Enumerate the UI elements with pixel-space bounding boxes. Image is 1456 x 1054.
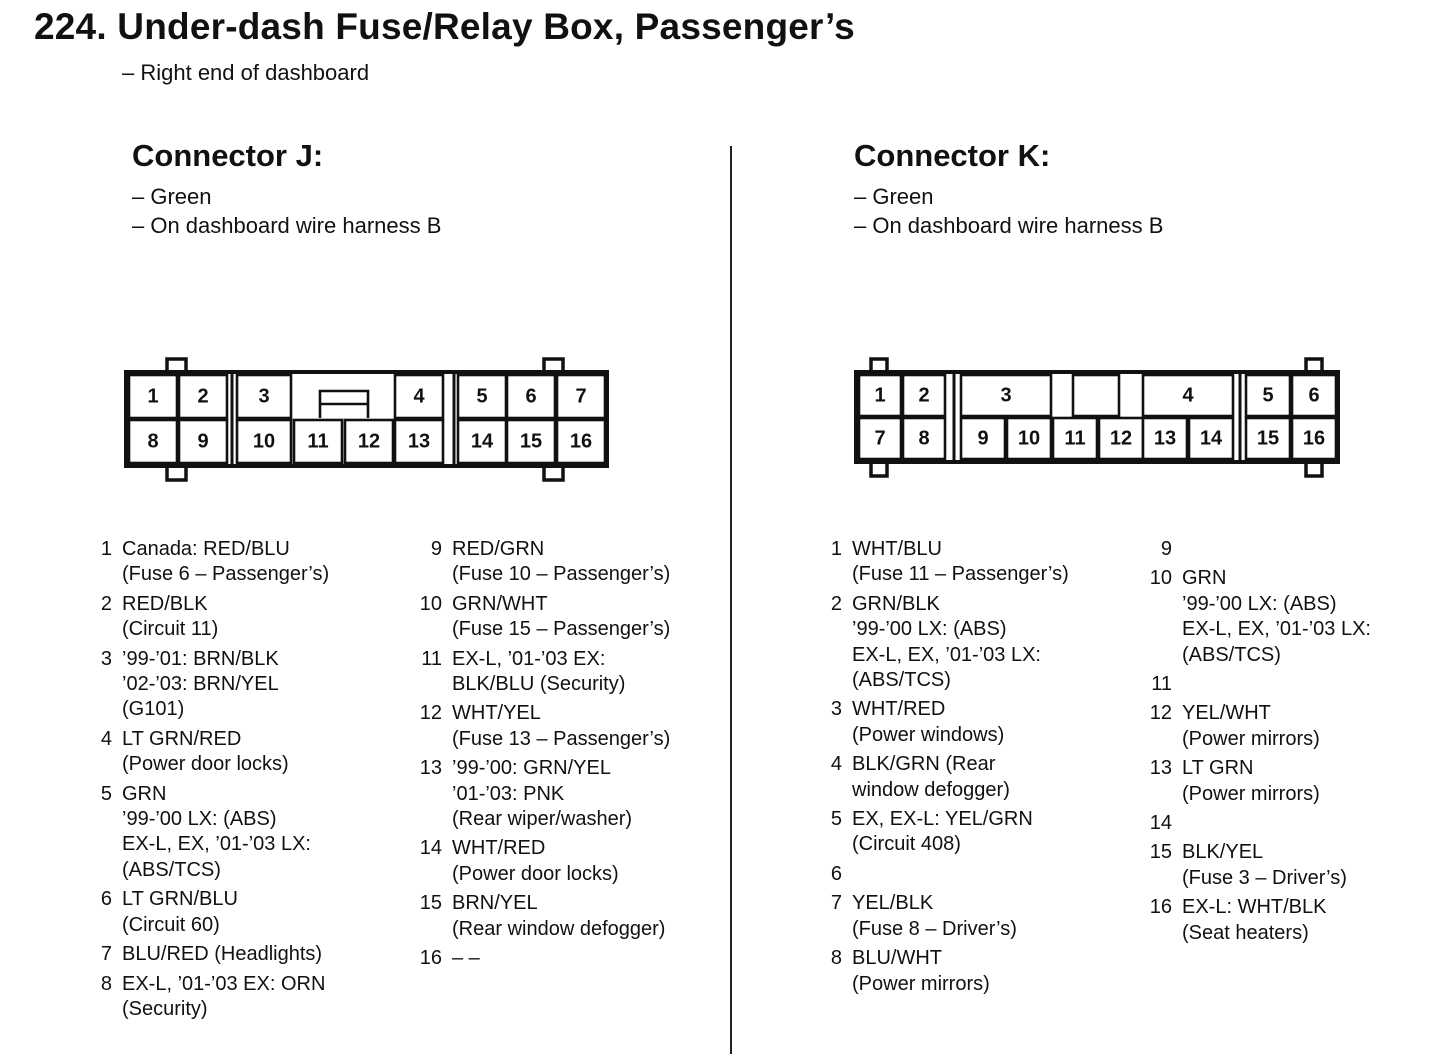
pin-number: 1 xyxy=(830,538,842,560)
pin-description xyxy=(452,592,670,643)
pin-description xyxy=(852,697,1004,748)
pin-entry xyxy=(416,836,670,887)
pin-description-line xyxy=(1182,672,1188,697)
pin-entry xyxy=(86,972,329,1023)
pin-description-line xyxy=(852,862,858,887)
pin-description xyxy=(852,946,990,997)
connector-k-terminal-number: 5 xyxy=(1262,384,1274,407)
pin-description xyxy=(122,942,322,967)
pin-description xyxy=(1182,537,1188,562)
pin-number: 6 xyxy=(830,862,842,885)
connector-j-terminal-number: 11 xyxy=(307,430,329,453)
pin-description xyxy=(122,782,311,884)
pin-number: 16 xyxy=(1149,896,1172,919)
pin-description-line: window defogger) xyxy=(852,778,1010,801)
pin-description xyxy=(452,647,625,698)
pin-number: 8 xyxy=(100,972,112,995)
pin-description-line: GRN xyxy=(1182,567,1227,590)
pin-description-line: (Circuit 408) xyxy=(852,833,961,856)
connector-j-title: Connector J: xyxy=(132,138,324,173)
pin-entry xyxy=(816,592,1069,694)
pin-description-line: EX-L, ’01-’03 EX: xyxy=(452,647,606,670)
pin-description-line: ’99-’00 LX: (ABS) xyxy=(852,618,1007,641)
pin-description-line: ’99-’00: GRN/YEL xyxy=(452,757,611,780)
pin-entry xyxy=(86,727,329,778)
pin-description-line: (Seat heaters) xyxy=(1182,921,1309,944)
connector-k-diagram xyxy=(840,350,1350,485)
pin-entry xyxy=(1146,672,1371,697)
pin-description-line: EX-L: WHT/BLK xyxy=(1182,896,1327,919)
pin-entry xyxy=(1146,537,1371,562)
connector-j-terminal-number: 16 xyxy=(569,430,593,453)
pin-description xyxy=(452,946,480,971)
connector-k-terminal-number: 12 xyxy=(1109,427,1133,450)
pin-description xyxy=(1182,701,1320,752)
connector-k-terminal-number: 2 xyxy=(918,384,930,407)
connector-k-terminal-number: 9 xyxy=(977,427,989,450)
pin-number: 15 xyxy=(1149,841,1172,864)
pin-description-line: (Circuit 11) xyxy=(122,618,219,641)
pin-number: 1 xyxy=(100,538,112,560)
connector-k-terminal-number: 8 xyxy=(918,427,930,450)
pin-description-line: (Fuse 11 – Passenger’s) xyxy=(852,563,1069,586)
pin-entry xyxy=(86,537,329,588)
pin-number: 14 xyxy=(1149,812,1172,835)
connector-j-terminal-number: 1 xyxy=(147,385,159,408)
connector-k-terminal-number: 1 xyxy=(874,384,886,407)
pin-description-line: (Rear wiper/washer) xyxy=(452,808,633,831)
pin-number: 12 xyxy=(419,702,442,725)
pin-description xyxy=(852,592,1041,694)
pin-description-line: LT GRN/BLU xyxy=(122,888,238,911)
pin-description xyxy=(852,862,858,887)
pin-number: 4 xyxy=(830,753,842,776)
pin-number: 8 xyxy=(830,947,842,970)
pin-entry xyxy=(416,891,670,942)
connector-j-terminal-number: 6 xyxy=(525,385,537,408)
pin-description-line: EX-L, EX, ’01-’03 LX: xyxy=(1182,618,1371,641)
pin-description-line: GRN/BLK xyxy=(852,592,940,615)
pin-description-line: YEL/WHT xyxy=(1182,702,1271,725)
pin-number: 13 xyxy=(1149,757,1172,780)
pin-entry xyxy=(416,592,670,643)
connector-k-terminal-number: 14 xyxy=(1199,427,1223,450)
connector-k-location-note: – On dashboard wire harness B xyxy=(854,213,1164,238)
connector-k-pin-list-left xyxy=(816,537,1069,1001)
pin-description xyxy=(852,537,1069,588)
connector-j-color-note: – Green xyxy=(132,184,212,209)
connector-j-terminal-number: 5 xyxy=(476,385,488,408)
pin-description xyxy=(1182,756,1320,807)
pin-entry xyxy=(416,537,670,588)
pin-entry xyxy=(86,942,329,967)
pin-description-line xyxy=(1182,537,1188,562)
connector-j-terminal-number: 13 xyxy=(407,430,431,453)
pin-number: 3 xyxy=(100,647,112,670)
pin-description xyxy=(452,891,665,942)
pin-entry xyxy=(1146,895,1371,946)
pin-description-line: RED/BLK xyxy=(122,592,208,615)
pin-description-line: (Power mirrors) xyxy=(1182,782,1320,805)
connector-j-notes xyxy=(132,182,441,240)
pin-description-line: (Power mirrors) xyxy=(1182,727,1320,750)
connector-k-key-block xyxy=(1073,375,1119,416)
pin-description-line: WHT/RED xyxy=(852,698,946,721)
pin-number: 3 xyxy=(830,698,842,721)
pin-description-line: (Security) xyxy=(122,997,208,1020)
connector-j-terminal-number: 7 xyxy=(575,385,587,408)
pin-number: 13 xyxy=(419,757,442,780)
connector-j-terminal-number: 3 xyxy=(258,385,270,408)
pin-description-line: ’99-’00 LX: (ABS) xyxy=(122,808,277,831)
pin-description xyxy=(122,972,325,1023)
page-title: 224. Under-dash Fuse/Relay Box, Passenger’s xyxy=(34,6,855,47)
pin-description-line: RED/GRN xyxy=(452,538,545,560)
pin-description xyxy=(452,836,619,887)
pin-description-line: ’99-’01: BRN/BLK xyxy=(122,647,279,670)
pin-description-line: (G101) xyxy=(122,698,185,721)
pin-description-line xyxy=(1182,811,1188,836)
pin-description-line: (Power mirrors) xyxy=(852,972,990,995)
pin-number: 10 xyxy=(419,592,442,615)
connector-j-terminal-number: 10 xyxy=(252,430,276,453)
pin-entry xyxy=(86,647,329,723)
pin-description-line: (Rear window defogger) xyxy=(452,917,666,940)
pin-number: 16 xyxy=(419,947,442,970)
pin-description-line: EX-L, EX, ’01-’03 LX: xyxy=(122,833,311,856)
pin-description-line: EX-L, EX, ’01-’03 LX: xyxy=(852,643,1041,666)
connector-j-diagram xyxy=(110,350,630,490)
pin-entry xyxy=(416,756,670,832)
pin-description-line: – – xyxy=(452,947,480,970)
pin-description xyxy=(452,701,670,752)
pin-number: 11 xyxy=(1151,673,1172,696)
pin-description-line: (ABS/TCS) xyxy=(852,669,951,692)
connector-k-terminal-number: 6 xyxy=(1308,384,1320,407)
pin-description-line: ’01-’03: PNK xyxy=(452,782,565,805)
pin-description-line: EX-L, ’01-’03 EX: ORN xyxy=(122,972,326,995)
pin-description xyxy=(122,647,279,723)
pin-number: 12 xyxy=(1149,702,1172,725)
pin-number: 7 xyxy=(100,943,112,966)
pin-description-line: (Fuse 13 – Passenger’s) xyxy=(452,727,671,750)
pin-number: 9 xyxy=(1160,538,1172,560)
pin-description xyxy=(852,752,1010,803)
pin-number: 4 xyxy=(100,727,112,750)
pin-description xyxy=(1182,566,1371,668)
pin-description-line: BLK/GRN (Rear xyxy=(852,753,996,776)
pin-entry xyxy=(816,862,1069,887)
pin-description-line: EX, EX-L: YEL/GRN xyxy=(852,808,1033,831)
connector-j-terminal-number: 12 xyxy=(357,430,381,453)
connector-k-terminal-number: 4 xyxy=(1182,384,1194,407)
connector-j-terminal-number: 9 xyxy=(197,430,209,453)
pin-description-line: (ABS/TCS) xyxy=(1182,643,1281,666)
pin-description-line: BLK/YEL xyxy=(1182,841,1264,864)
pin-number: 2 xyxy=(830,592,842,615)
pin-description-line: (Fuse 8 – Driver’s) xyxy=(852,917,1017,940)
pin-description-line: BLK/BLU (Security) xyxy=(452,673,626,696)
pin-number: 7 xyxy=(830,892,842,915)
pin-number: 14 xyxy=(419,837,442,860)
connector-k-terminal-number: 15 xyxy=(1256,427,1280,450)
pin-entry xyxy=(816,807,1069,858)
section-divider xyxy=(730,146,732,1054)
pin-entry xyxy=(416,701,670,752)
pin-description xyxy=(1182,672,1188,697)
page-subtitle: – Right end of dashboard xyxy=(122,60,370,85)
pin-description xyxy=(122,592,218,643)
pin-entry xyxy=(1146,756,1371,807)
pin-description xyxy=(852,891,1017,942)
pin-number: 6 xyxy=(100,888,112,911)
connector-j-pin-list-left xyxy=(86,537,329,1026)
pin-description-line: (ABS/TCS) xyxy=(122,858,221,881)
pin-entry xyxy=(816,891,1069,942)
pin-description-line: LT GRN xyxy=(1182,757,1254,780)
pin-number: 15 xyxy=(419,892,442,915)
pin-description-line: GRN xyxy=(122,782,167,805)
connector-j-terminal-number: 2 xyxy=(197,385,209,408)
pin-description-line: BRN/YEL xyxy=(452,892,538,915)
connector-j-terminal-number: 8 xyxy=(147,430,159,453)
pin-number: 11 xyxy=(421,647,442,670)
pin-description xyxy=(452,537,670,588)
connector-j-terminal-number: 4 xyxy=(413,385,425,408)
pin-description-line: (Power door locks) xyxy=(122,753,289,776)
pin-description-line: (Power windows) xyxy=(852,723,1005,746)
pin-description-line: ’02-’03: BRN/YEL xyxy=(122,673,279,696)
pin-description-line: (Fuse 6 – Passenger’s) xyxy=(122,563,330,586)
pin-description-line: WHT/YEL xyxy=(452,702,541,725)
connector-k-terminal-number: 10 xyxy=(1017,427,1041,450)
pin-description xyxy=(122,727,289,778)
pin-entry xyxy=(86,782,329,884)
pin-entry xyxy=(416,647,670,698)
connector-k-pin-list-right xyxy=(1146,537,1371,950)
pin-description-line: GRN/WHT xyxy=(452,592,548,615)
pin-description-line: WHT/RED xyxy=(452,837,546,860)
pin-description-line: ’99-’00 LX: (ABS) xyxy=(1182,592,1337,615)
pin-description-line: Canada: RED/BLU xyxy=(122,538,290,560)
pin-entry xyxy=(1146,811,1371,836)
pin-entry xyxy=(1146,840,1371,891)
pin-description-line: WHT/BLU xyxy=(852,538,942,560)
pin-description xyxy=(1182,811,1188,836)
pin-entry xyxy=(1146,701,1371,752)
connector-k-terminal-number: 13 xyxy=(1153,427,1177,450)
pin-entry xyxy=(816,946,1069,997)
connector-j-pin-list-right xyxy=(416,537,670,976)
pin-entry xyxy=(1146,566,1371,668)
pin-description xyxy=(852,807,1033,858)
pin-number: 5 xyxy=(100,782,112,805)
pin-entry xyxy=(416,946,670,971)
pin-number: 9 xyxy=(430,538,442,560)
pin-number: 10 xyxy=(1149,567,1172,590)
pin-number: 2 xyxy=(100,592,112,615)
connector-k-terminal-number: 7 xyxy=(874,427,886,450)
pin-description-line: LT GRN/RED xyxy=(122,727,242,750)
pin-description-line: BLU/RED (Headlights) xyxy=(122,943,323,966)
pin-description-line: (Circuit 60) xyxy=(122,913,220,936)
connector-k-title: Connector K: xyxy=(854,138,1051,173)
pin-description-line: (Fuse 15 – Passenger’s) xyxy=(452,618,671,641)
connector-j-location-note: – On dashboard wire harness B xyxy=(132,213,442,238)
connector-k-color-note: – Green xyxy=(854,184,934,209)
connector-k-terminal-number: 16 xyxy=(1302,427,1326,450)
connector-j-terminal-number: 15 xyxy=(519,430,543,453)
connector-j-terminal-number: 14 xyxy=(470,430,494,453)
pin-description xyxy=(1182,895,1326,946)
pin-description xyxy=(1182,840,1347,891)
pin-entry xyxy=(816,537,1069,588)
pin-entry xyxy=(816,697,1069,748)
connector-k-terminal-number: 3 xyxy=(1000,384,1012,407)
pin-description-line: YEL/BLK xyxy=(852,892,934,915)
pin-description-line: (Power door locks) xyxy=(452,862,619,885)
pin-description-line: BLU/WHT xyxy=(852,947,942,970)
connector-k-notes xyxy=(854,182,1163,240)
pin-entry xyxy=(86,887,329,938)
pin-description-line: (Fuse 10 – Passenger’s) xyxy=(452,563,671,586)
connector-k-terminal-number: 11 xyxy=(1064,427,1086,450)
pin-description-line: (Fuse 3 – Driver’s) xyxy=(1182,866,1347,889)
pin-description xyxy=(122,887,238,938)
pin-description xyxy=(452,756,632,832)
pin-entry xyxy=(816,752,1069,803)
pin-entry xyxy=(86,592,329,643)
pin-description xyxy=(122,537,329,588)
pin-number: 5 xyxy=(830,808,842,831)
